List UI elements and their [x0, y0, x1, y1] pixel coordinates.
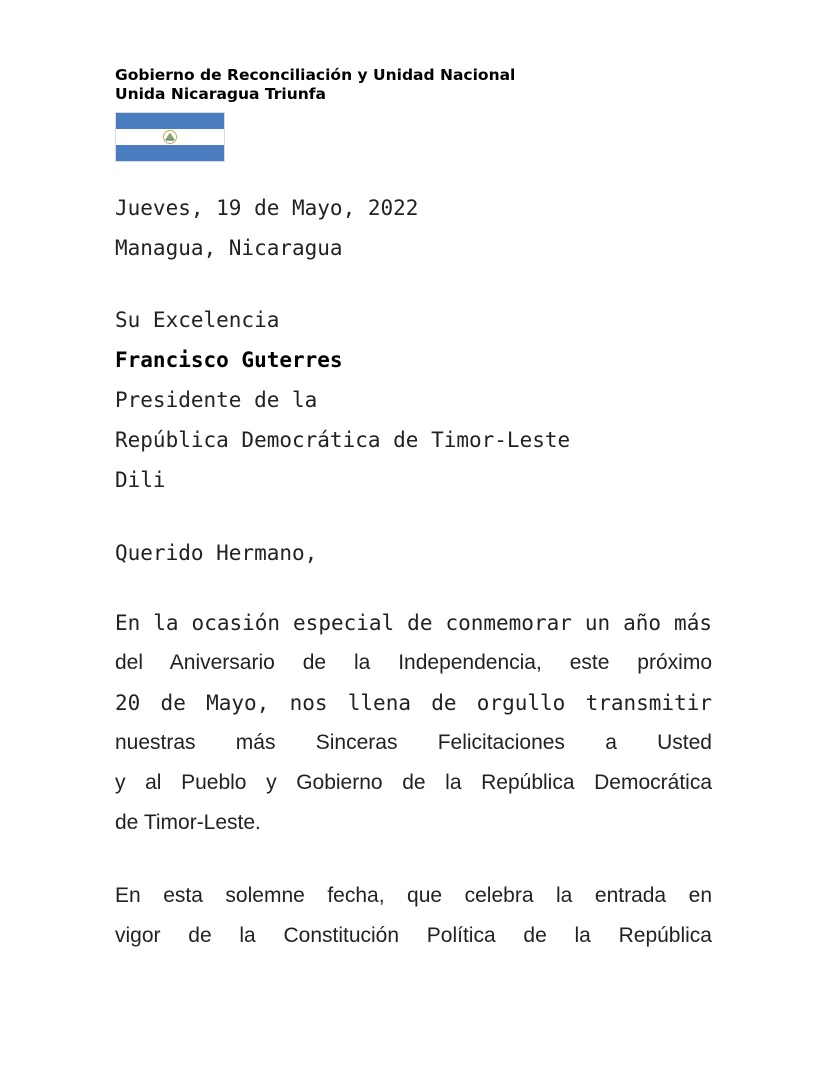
recipient-title: Su Excelencia — [115, 308, 280, 332]
recipient-city: Dili — [115, 468, 166, 492]
letter-place: Managua, Nicaragua — [115, 236, 343, 260]
letterhead — [115, 66, 515, 104]
recipient-name: Francisco Guterres — [115, 348, 343, 372]
flag-stripe-top — [116, 113, 224, 129]
paragraph-2 — [115, 876, 712, 956]
letter-date: Jueves, 19 de Mayo, 2022 — [115, 196, 419, 220]
paragraph-1-line: del Aniversario de la Independencia, este próximo — [115, 651, 712, 674]
recipient-country: República Democrática de Timor-Leste — [115, 428, 571, 452]
paragraph-1-line: 20 de Mayo, nos llena de orgullo transmitir — [115, 691, 712, 715]
paragraph-1-line: de Timor-Leste. — [115, 811, 261, 834]
recipient-role: Presidente de la — [115, 388, 318, 412]
greeting: Querido Hermano, — [115, 541, 318, 565]
nicaragua-flag-icon — [115, 112, 225, 162]
paragraph-1-line: y al Pueblo y Gobierno de la República Democrática — [115, 771, 712, 794]
paragraph-2-line: En esta solemne fecha, que celebra la entrada en — [115, 884, 712, 907]
paragraph-2-line: vigor de la Constitución Política de la República — [115, 924, 712, 947]
flag-graphic — [116, 113, 224, 161]
paragraph-1-line: nuestras más Sinceras Felicitaciones a Usted — [115, 731, 712, 754]
paragraph-1 — [115, 603, 712, 843]
letterhead-government: Gobierno de Reconciliación y Unidad Nacional — [115, 66, 516, 84]
flag-stripe-bottom — [116, 145, 224, 161]
paragraph-1-line: En la ocasión especial de conmemorar un año más — [115, 611, 712, 635]
letterhead-motto: Unida Nicaragua Triunfa — [115, 85, 327, 103]
